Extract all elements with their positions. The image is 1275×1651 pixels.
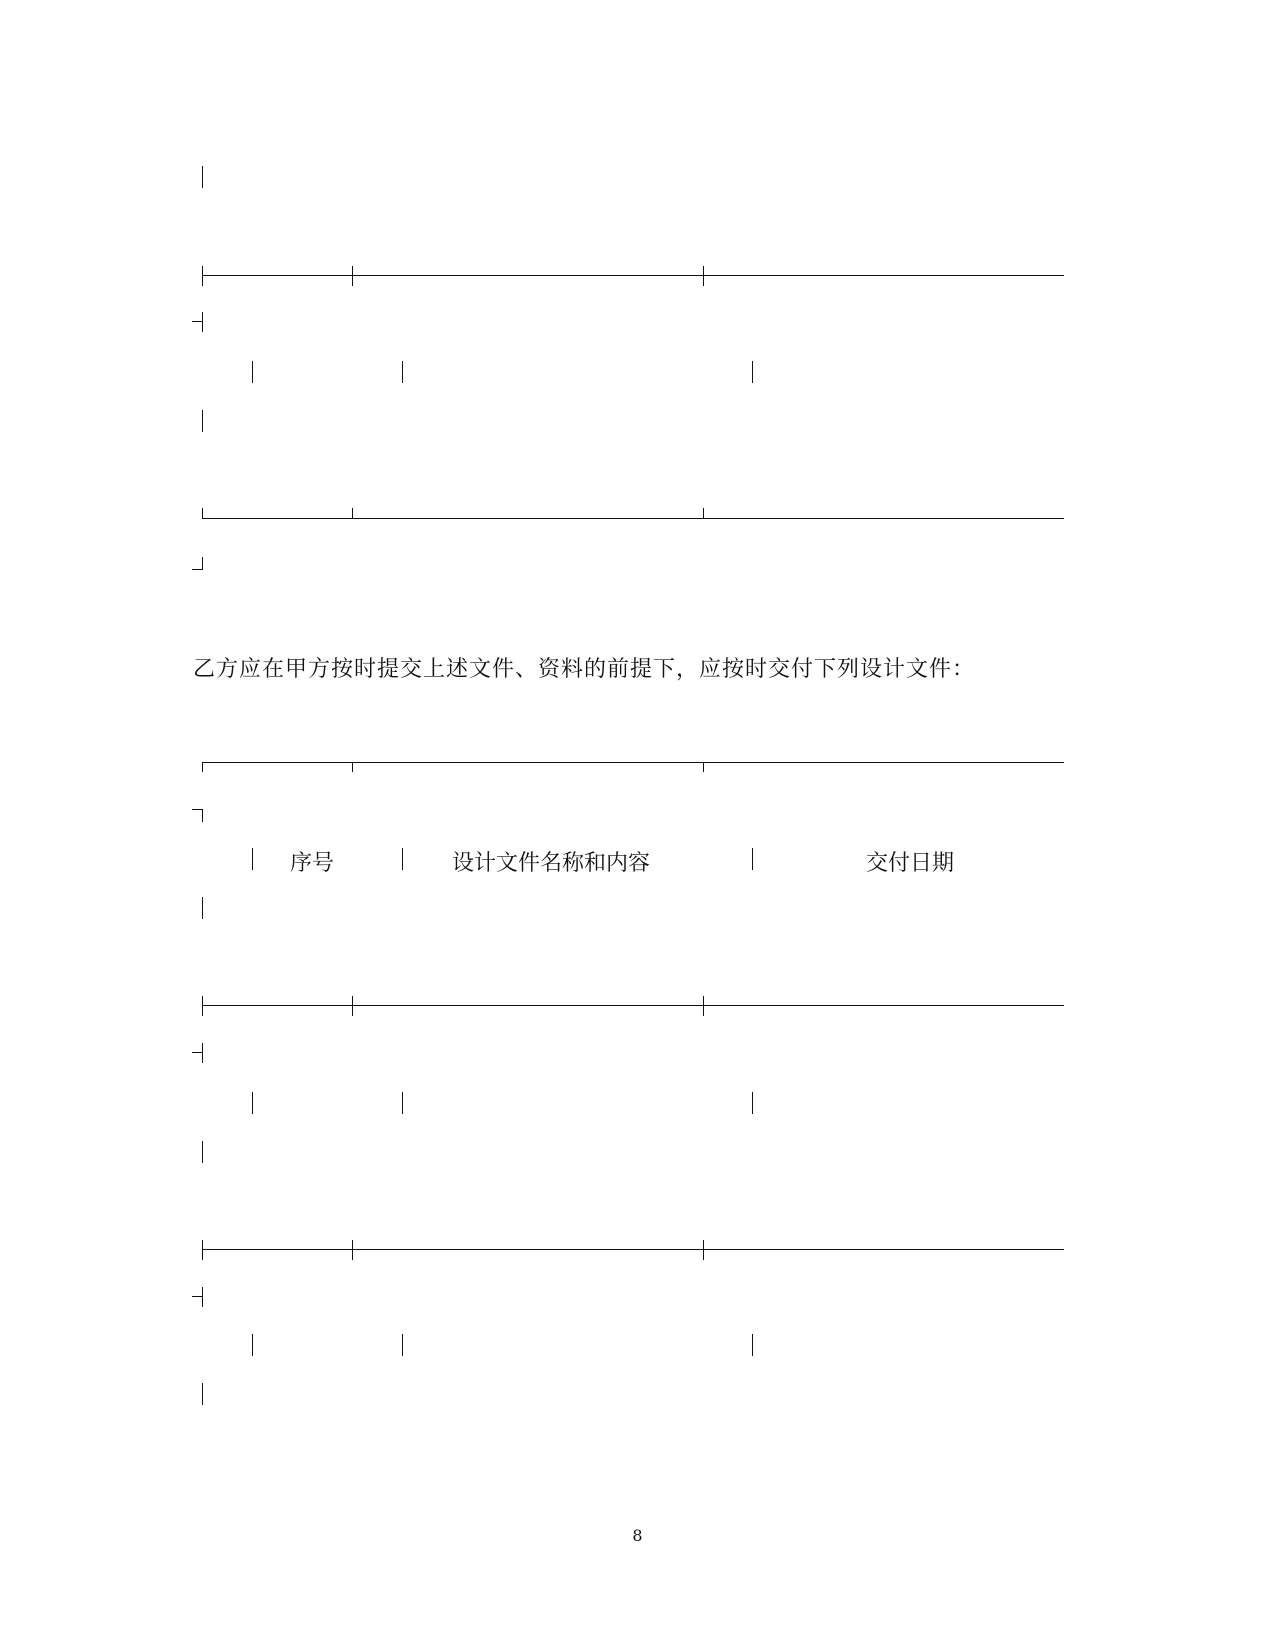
table-border-left <box>202 166 203 188</box>
header-cell-index: 序号 <box>290 851 335 876</box>
header-cell-delivery-date: 交付日期 <box>866 851 955 876</box>
header-cell-design-file: 设计文件名称和内容 <box>452 851 651 876</box>
page-number: 8 <box>632 1526 643 1545</box>
body-paragraph: 乙方应在甲方按时提交上述文件、资料的前提下，应按时交付下列设计文件： <box>193 657 976 682</box>
